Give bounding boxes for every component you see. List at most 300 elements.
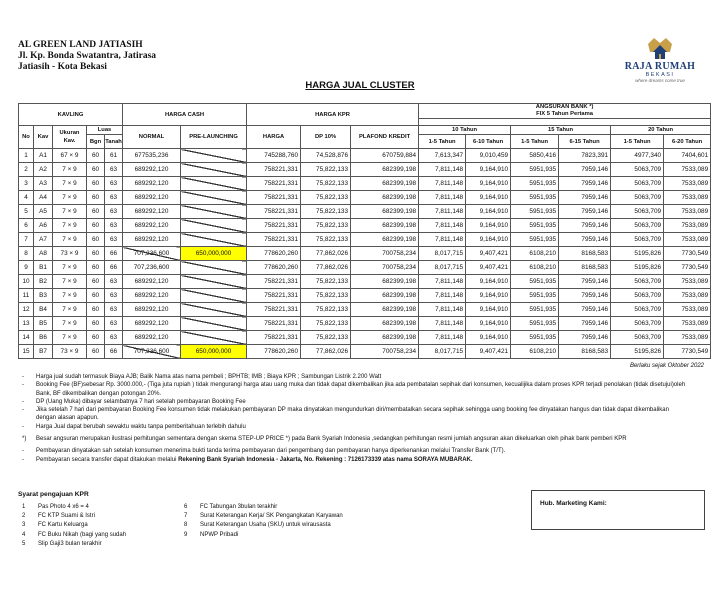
cell-a10a: 7,811,148 xyxy=(419,205,466,219)
cell-bgn: 60 xyxy=(87,233,105,247)
cell-normal: 689292,120 xyxy=(123,177,181,191)
cell-a20b: 7533,089 xyxy=(664,233,711,247)
cell-a15a: 5951,935 xyxy=(511,219,559,233)
table-row xyxy=(19,177,711,191)
company-address-1: Jl. Kp. Bonda Swatantra, Jatirasa xyxy=(18,51,157,61)
cell-dp: 77,862,026 xyxy=(301,261,351,275)
header-luas: Luas xyxy=(87,126,123,135)
cell-a20a: 5063,709 xyxy=(611,233,664,247)
cell-a20b: 7404,601 xyxy=(664,149,711,163)
table-row xyxy=(19,219,711,233)
logo-sub: BEKASI xyxy=(645,72,675,78)
cell-no: 6 xyxy=(19,219,34,233)
cell-plafond: 682399,198 xyxy=(351,275,419,289)
cell-pre: 650,000,000 xyxy=(181,247,247,261)
cell-a15b: 7959,146 xyxy=(559,331,611,345)
cell-tanah: 66 xyxy=(105,247,123,261)
cell-a10b: 9,164,910 xyxy=(466,205,511,219)
effective-date: Berlaku sejak Oktober 2022 xyxy=(629,363,704,369)
cell-a20a: 4977,340 xyxy=(611,149,664,163)
cell-normal: 689292,120 xyxy=(123,219,181,233)
note-item xyxy=(22,447,687,455)
requirement-text: Slip Gaji3 bulan terakhir xyxy=(38,540,102,547)
cell-ukuran: 73 × 9 xyxy=(53,247,87,261)
note-item xyxy=(22,456,687,464)
cell-kav: A7 xyxy=(34,233,53,247)
cell-a10a: 7,811,148 xyxy=(419,163,466,177)
note-bullet: - xyxy=(22,374,24,380)
cell-pre xyxy=(181,261,247,275)
cell-tanah: 63 xyxy=(105,331,123,345)
cell-a15b: 7959,146 xyxy=(559,177,611,191)
cell-a20a: 5195,826 xyxy=(611,261,664,275)
cell-a10a: 8,017,715 xyxy=(419,261,466,275)
cell-a15b: 7823,391 xyxy=(559,149,611,163)
cell-a15b: 8168,583 xyxy=(559,247,611,261)
cell-tanah: 63 xyxy=(105,177,123,191)
note-bullet: - xyxy=(22,407,24,414)
header-kavling: KAVLING xyxy=(19,104,123,126)
note-text: DP (Uang Muka) dibayar selambatnya 7 hari setelah pembayaran Booking Fee xyxy=(36,398,246,405)
note-item xyxy=(22,398,687,406)
requirements-right xyxy=(184,503,343,540)
cell-a15a: 6108,210 xyxy=(511,261,559,275)
cell-a20b: 7533,089 xyxy=(664,163,711,177)
cell-ukuran: 7 × 9 xyxy=(53,261,87,275)
cell-normal: 707,236,600 xyxy=(123,247,181,261)
cell-pre xyxy=(181,149,247,163)
cell-a15a: 5951,935 xyxy=(511,275,559,289)
cell-a20a: 5063,709 xyxy=(611,177,664,191)
price-table xyxy=(18,103,711,359)
cell-a10b: 9,164,910 xyxy=(466,303,511,317)
header-ukuran-line2: Kav. xyxy=(63,138,76,144)
requirements-left xyxy=(22,503,126,549)
cell-bgn: 60 xyxy=(87,149,105,163)
cell-plafond: 682399,198 xyxy=(351,205,419,219)
cell-kav: A8 xyxy=(34,247,53,261)
cell-plafond: 682399,198 xyxy=(351,191,419,205)
cell-a15b: 7959,146 xyxy=(559,191,611,205)
cell-a15a: 5951,935 xyxy=(511,233,559,247)
cell-a15a: 5951,935 xyxy=(511,331,559,345)
cell-no: 4 xyxy=(19,191,34,205)
cell-bgn: 60 xyxy=(87,177,105,191)
note-text: Pembayaran dinyatakan sah setelah konsumen menerima bukti tanda terima pembayaran dari pengembang dan pembayaran hanya diperkenankan melalui Transfer Bank (T/T). xyxy=(36,448,506,455)
cell-kav: A1 xyxy=(34,149,53,163)
cell-a10b: 9,407,421 xyxy=(466,247,511,261)
cell-pre xyxy=(181,233,247,247)
cell-a20b: 7533,089 xyxy=(664,317,711,331)
page-title: HARGA JUAL CLUSTER xyxy=(305,80,415,91)
header-harga-kpr: HARGA KPR xyxy=(247,104,419,126)
table-row xyxy=(19,261,711,275)
cell-ukuran: 7 × 9 xyxy=(53,317,87,331)
cell-no: 3 xyxy=(19,177,34,191)
cell-a20b: 7533,089 xyxy=(664,303,711,317)
header-harga: HARGA xyxy=(247,126,301,149)
cell-ukuran: 67 × 9 xyxy=(53,149,87,163)
requirement-text: Surat Keterangan Kerja/ SK Pengangkatan Karyawan xyxy=(200,513,343,520)
cell-ukuran: 73 × 9 xyxy=(53,345,87,359)
cell-dp: 75,822,133 xyxy=(301,289,351,303)
cell-harga: 758221,331 xyxy=(247,317,301,331)
cell-dp: 75,822,133 xyxy=(301,331,351,345)
cell-bgn: 60 xyxy=(87,275,105,289)
cell-ukuran: 7 × 9 xyxy=(53,205,87,219)
requirement-number: 2 xyxy=(22,513,26,520)
cell-dp: 75,822,133 xyxy=(301,177,351,191)
note-item xyxy=(22,423,687,431)
cell-a15b: 8168,583 xyxy=(559,345,611,359)
cell-dp: 74,528,876 xyxy=(301,149,351,163)
table-row xyxy=(19,233,711,247)
cell-a20b: 7730,549 xyxy=(664,261,711,275)
table-row xyxy=(19,247,711,261)
cell-dp: 75,822,133 xyxy=(301,275,351,289)
cell-a10a: 7,613,347 xyxy=(419,149,466,163)
header-15-1-5: 1-5 Tahun xyxy=(511,135,559,149)
cell-pre xyxy=(181,331,247,345)
cell-a20a: 5063,709 xyxy=(611,331,664,345)
cell-dp: 77,862,026 xyxy=(301,247,351,261)
cell-kav: A3 xyxy=(34,177,53,191)
cell-a20b: 7730,549 xyxy=(664,247,711,261)
cell-a10b: 9,407,421 xyxy=(466,261,511,275)
cell-harga: 758221,331 xyxy=(247,219,301,233)
logo-name: RAJA RUMAH xyxy=(624,61,696,72)
requirement-number: 1 xyxy=(22,504,26,510)
cell-a10b: 9,164,910 xyxy=(466,331,511,345)
cell-harga: 758221,331 xyxy=(247,233,301,247)
header-no: No xyxy=(19,126,34,149)
cell-a20b: 7533,089 xyxy=(664,177,711,191)
note-text: Pembayaran secara transfer dapat ditakukan melalui xyxy=(36,456,177,463)
requirement-item xyxy=(22,503,126,512)
header-dp: DP 10% xyxy=(301,126,351,149)
cell-plafond: 700758,234 xyxy=(351,345,419,359)
cell-tanah: 63 xyxy=(105,317,123,331)
cell-a15b: 7959,146 xyxy=(559,303,611,317)
cell-a10b: 9,164,910 xyxy=(466,163,511,177)
table-row xyxy=(19,345,711,359)
cell-pre xyxy=(181,219,247,233)
header-10-tahun: 10 Tahun xyxy=(419,126,511,135)
cell-normal: 689292,120 xyxy=(123,275,181,289)
cell-kav: B6 xyxy=(34,331,53,345)
cell-kav: A2 xyxy=(34,163,53,177)
cell-a15a: 6108,210 xyxy=(511,247,559,261)
header-15-6-15: 6-15 Tahun xyxy=(559,135,611,149)
header-plafond: PLAFOND KREDIT xyxy=(351,126,419,149)
cell-pre xyxy=(181,303,247,317)
cell-a10a: 7,811,148 xyxy=(419,219,466,233)
header-ukuran-line1: Ukuran xyxy=(59,130,80,136)
cell-kav: B3 xyxy=(34,289,53,303)
header-bgn: Bgn xyxy=(87,135,105,149)
requirement-text: FC KTP Suami & Istri xyxy=(38,513,95,520)
cell-normal: 689292,120 xyxy=(123,233,181,247)
cell-no: 15 xyxy=(19,345,34,359)
cell-a20a: 5063,709 xyxy=(611,205,664,219)
cell-plafond: 682399,198 xyxy=(351,331,419,345)
cell-a15a: 5951,935 xyxy=(511,163,559,177)
cell-a15a: 5951,935 xyxy=(511,205,559,219)
requirement-item xyxy=(184,503,343,512)
cell-a15b: 7959,146 xyxy=(559,275,611,289)
note-bank-account: Rekening Bank Syariah Indonesia - Jakarta, No. Rekening : 7126173339 atas nama SORAYA MUBARAK. xyxy=(178,456,473,463)
cell-pre xyxy=(181,205,247,219)
cell-harga: 745288,760 xyxy=(247,149,301,163)
cell-ukuran: 7 × 9 xyxy=(53,233,87,247)
header-ukuran xyxy=(53,126,87,149)
note-item xyxy=(22,381,687,398)
header-20-1-5: 1-5 Tahun xyxy=(611,135,664,149)
cell-tanah: 66 xyxy=(105,261,123,275)
crown-house-icon xyxy=(644,34,676,60)
header-tanah: Tanah xyxy=(105,135,123,149)
cell-a15b: 7959,146 xyxy=(559,289,611,303)
cell-normal: 689292,120 xyxy=(123,331,181,345)
cell-bgn: 60 xyxy=(87,163,105,177)
cell-tanah: 63 xyxy=(105,219,123,233)
requirement-text: FC Tabungan 3bulan terakhir xyxy=(200,504,278,510)
note-bullet: *) xyxy=(22,436,27,443)
note-item xyxy=(22,435,687,443)
header-20-6-20: 6-20 Tahun xyxy=(664,135,711,149)
cell-a20b: 7533,089 xyxy=(664,275,711,289)
cell-a15b: 7959,146 xyxy=(559,317,611,331)
cell-a15a: 5951,935 xyxy=(511,289,559,303)
cell-kav: A6 xyxy=(34,219,53,233)
cell-a20b: 7533,089 xyxy=(664,289,711,303)
cell-no: 5 xyxy=(19,205,34,219)
cell-a20a: 5063,709 xyxy=(611,219,664,233)
cell-tanah: 63 xyxy=(105,289,123,303)
note-bullet: - xyxy=(22,448,24,455)
cell-no: 10 xyxy=(19,275,34,289)
cell-normal: 677535,236 xyxy=(123,149,181,163)
cell-no: 14 xyxy=(19,331,34,345)
cell-dp: 75,822,133 xyxy=(301,205,351,219)
cell-no: 2 xyxy=(19,163,34,177)
header-angsuran-title: ANGSURAN BANK *) xyxy=(535,104,594,110)
cell-plafond: 682399,198 xyxy=(351,219,419,233)
cell-normal: 689292,120 xyxy=(123,303,181,317)
cell-a15a: 5850,416 xyxy=(511,149,559,163)
cell-a10a: 7,811,148 xyxy=(419,289,466,303)
cell-a10b: 9,010,459 xyxy=(466,149,511,163)
cell-normal: 689292,120 xyxy=(123,205,181,219)
cell-a10a: 8,017,715 xyxy=(419,247,466,261)
table-row xyxy=(19,303,711,317)
cell-dp: 77,862,026 xyxy=(301,345,351,359)
company-address-2: Jatiasih - Kota Bekasi xyxy=(18,62,107,72)
note-item xyxy=(22,406,687,423)
cell-a10a: 8,017,715 xyxy=(419,345,466,359)
cell-a15b: 7959,146 xyxy=(559,219,611,233)
cell-bgn: 60 xyxy=(87,345,105,359)
requirement-text: FC Kartu Keluarga xyxy=(38,522,88,529)
requirement-text: Surat Keterangan Usaha (SKU) untuk wirausasta xyxy=(200,522,331,529)
cell-ukuran: 7 × 9 xyxy=(53,275,87,289)
notes-list xyxy=(22,373,687,464)
cell-kav: B1 xyxy=(34,261,53,275)
table-row xyxy=(19,317,711,331)
requirement-number: 3 xyxy=(22,522,26,529)
cell-no: 13 xyxy=(19,317,34,331)
cell-pre xyxy=(181,317,247,331)
cell-kav: B5 xyxy=(34,317,53,331)
cell-normal: 689292,120 xyxy=(123,191,181,205)
cell-a20a: 5063,709 xyxy=(611,289,664,303)
cell-ukuran: 7 × 9 xyxy=(53,289,87,303)
header-pre-launching: PRE-LAUNCHING xyxy=(181,126,247,149)
header-10-1-5: 1-5 Tahun xyxy=(419,135,466,149)
table-row xyxy=(19,331,711,345)
cell-pre: 650,000,000 xyxy=(181,345,247,359)
cell-plafond: 682399,198 xyxy=(351,233,419,247)
note-item xyxy=(22,373,687,381)
cell-dp: 75,822,133 xyxy=(301,317,351,331)
cell-dp: 75,822,133 xyxy=(301,219,351,233)
cell-kav: B7 xyxy=(34,345,53,359)
cell-a20a: 5063,709 xyxy=(611,303,664,317)
cell-harga: 758221,331 xyxy=(247,177,301,191)
cell-a15b: 7959,146 xyxy=(559,233,611,247)
table-row xyxy=(19,275,711,289)
requirement-item xyxy=(22,512,126,521)
cell-a20b: 7730,549 xyxy=(664,345,711,359)
cell-harga: 778620,260 xyxy=(247,261,301,275)
cell-a10a: 7,811,148 xyxy=(419,275,466,289)
header-harga-cash: HARGA CASH xyxy=(123,104,247,126)
cell-a10b: 9,164,910 xyxy=(466,233,511,247)
cell-tanah: 63 xyxy=(105,205,123,219)
requirement-number: 7 xyxy=(184,513,188,520)
cell-harga: 758221,331 xyxy=(247,205,301,219)
cell-ukuran: 7 × 9 xyxy=(53,219,87,233)
requirement-number: 9 xyxy=(184,531,188,538)
cell-a15a: 6108,210 xyxy=(511,345,559,359)
cell-plafond: 682399,198 xyxy=(351,177,419,191)
table-row xyxy=(19,205,711,219)
cell-harga: 758221,331 xyxy=(247,275,301,289)
cell-dp: 75,822,133 xyxy=(301,233,351,247)
header-spacer xyxy=(419,119,711,126)
cell-no: 12 xyxy=(19,303,34,317)
cell-a15b: 7959,146 xyxy=(559,205,611,219)
note-text: Harga Jual dapat berubah sewaktu waktu tanpa pemberitahuan terlebih dahulu xyxy=(36,423,246,430)
note-text: Jika setelah 7 hari dari pembayaran Booking Fee konsumen tidak melakukan pembayaran DP maka dinyatakan mengundurkan diri/membatalkan secara sepihak sehingga uang booking fee dinyatakan hangus dan tidak dapat dikembalikan dengan alasan apapun. xyxy=(36,407,669,422)
note-text: Harga jual sudah termasuk Biaya AJB; Balik Nama atas nama pembeli ; BPHTB; IMB ; Biaya KPR ; Sambungan Listrik 2.200 Watt xyxy=(36,374,382,380)
cell-a10b: 9,164,910 xyxy=(466,275,511,289)
cell-bgn: 60 xyxy=(87,247,105,261)
cell-a10b: 9,164,910 xyxy=(466,289,511,303)
cell-a20a: 5063,709 xyxy=(611,275,664,289)
cell-no: 1 xyxy=(19,149,34,163)
cell-a10b: 9,164,910 xyxy=(466,219,511,233)
cell-harga: 758221,331 xyxy=(247,289,301,303)
cell-ukuran: 7 × 9 xyxy=(53,177,87,191)
note-bullet: - xyxy=(22,382,24,389)
cell-plafond: 670759,884 xyxy=(351,149,419,163)
table-row xyxy=(19,149,711,163)
cell-dp: 75,822,133 xyxy=(301,163,351,177)
company-header xyxy=(18,40,156,73)
requirement-item xyxy=(184,521,343,530)
cell-bgn: 60 xyxy=(87,261,105,275)
header-15-tahun: 15 Tahun xyxy=(511,126,611,135)
header-normal: NORMAL xyxy=(123,126,181,149)
cell-bgn: 60 xyxy=(87,289,105,303)
cell-a10a: 7,811,148 xyxy=(419,177,466,191)
cell-a15a: 5951,935 xyxy=(511,303,559,317)
cell-no: 8 xyxy=(19,247,34,261)
cell-a10b: 9,164,910 xyxy=(466,177,511,191)
cell-a15b: 8168,583 xyxy=(559,261,611,275)
header-10-6-10: 6-10 Tahun xyxy=(466,135,511,149)
cell-kav: A4 xyxy=(34,191,53,205)
note-bullet: - xyxy=(22,398,24,405)
cell-a20a: 5063,709 xyxy=(611,191,664,205)
requirement-item xyxy=(22,531,126,540)
header-angsuran xyxy=(419,104,711,119)
note-text: Besar angsuran merupakan ilustrasi perhitungan sementara dengan skema STEP-UP PRICE *) pada Bank Syariah Indonesia ,sedangkan perhitungan resmi jumlah angsuran akan dikeluarkan oleh pihak bank pemberi KPR xyxy=(36,436,627,443)
requirement-number: 5 xyxy=(22,540,26,547)
cell-no: 11 xyxy=(19,289,34,303)
cell-a10a: 7,811,148 xyxy=(419,233,466,247)
table-row xyxy=(19,289,711,303)
cell-a10a: 7,811,148 xyxy=(419,331,466,345)
requirement-item xyxy=(184,512,343,521)
cell-a15a: 5951,935 xyxy=(511,177,559,191)
requirement-text: FC Buku Nikah (bagi yang sudah xyxy=(38,531,127,538)
note-bullet: - xyxy=(22,456,24,463)
cell-a10a: 7,811,148 xyxy=(419,191,466,205)
requirement-item xyxy=(22,540,126,549)
cell-normal: 689292,120 xyxy=(123,289,181,303)
cell-normal: 689292,120 xyxy=(123,163,181,177)
table-row xyxy=(19,163,711,177)
cell-a10a: 7,811,148 xyxy=(419,317,466,331)
cell-bgn: 60 xyxy=(87,331,105,345)
company-name: AL GREEN LAND JATIASIH xyxy=(18,40,143,50)
cell-a20b: 7533,089 xyxy=(664,205,711,219)
cell-pre xyxy=(181,191,247,205)
cell-a20a: 5063,709 xyxy=(611,163,664,177)
cell-a15a: 5951,935 xyxy=(511,191,559,205)
requirement-item xyxy=(22,521,126,530)
cell-kav: B2 xyxy=(34,275,53,289)
logo-tagline: where dreams come true xyxy=(635,78,685,83)
cell-tanah: 63 xyxy=(105,275,123,289)
cell-ukuran: 7 × 9 xyxy=(53,191,87,205)
requirement-number: 4 xyxy=(22,531,26,538)
cell-tanah: 66 xyxy=(105,345,123,359)
requirements-title: Syarat pengajuan KPR xyxy=(18,491,89,498)
cell-ukuran: 7 × 9 xyxy=(53,163,87,177)
cell-ukuran: 7 × 9 xyxy=(53,303,87,317)
cell-harga: 758221,331 xyxy=(247,331,301,345)
requirement-text: NPWP Pribadi xyxy=(200,531,239,538)
cell-pre xyxy=(181,275,247,289)
cell-plafond: 682399,198 xyxy=(351,163,419,177)
cell-bgn: 60 xyxy=(87,191,105,205)
cell-harga: 758221,331 xyxy=(247,191,301,205)
marketing-contact-box xyxy=(531,490,705,530)
cell-tanah: 63 xyxy=(105,233,123,247)
